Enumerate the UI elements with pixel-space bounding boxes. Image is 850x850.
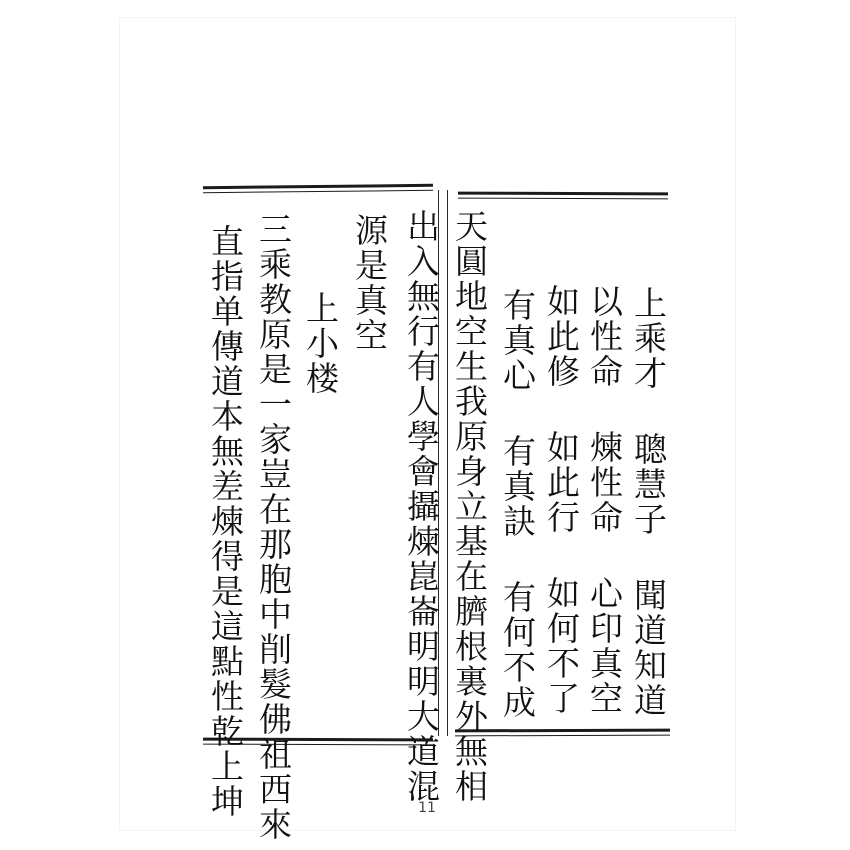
top-border-right: [458, 192, 668, 200]
text-column-9: 三乘教原是一家豈在那胞中削髮佛祖西來: [254, 212, 293, 842]
text-column-7: 源是真空: [350, 213, 389, 353]
page-number: 11: [418, 800, 436, 816]
text-column-10: 直指单傳道本無差煉得是這點性乾上坤: [206, 224, 245, 819]
text-column-5: 天圓地空生我原身立基在臍根裏外無相: [450, 209, 489, 804]
text-column-2: 以性命 煉性命 心印真空: [585, 284, 624, 716]
text-column-4: 有真心 有真訣 有何不成: [498, 288, 537, 720]
text-column-3: 如此修 如此行 如何不了: [542, 284, 581, 716]
text-column-6: 出入無行有人學會攝煉崑崙明明大道混: [402, 209, 441, 804]
section-heading: 上小楼: [301, 291, 340, 396]
text-column-1: 上乘才 聰慧子 聞道知道: [629, 286, 668, 718]
center-divider-right: [447, 190, 448, 736]
